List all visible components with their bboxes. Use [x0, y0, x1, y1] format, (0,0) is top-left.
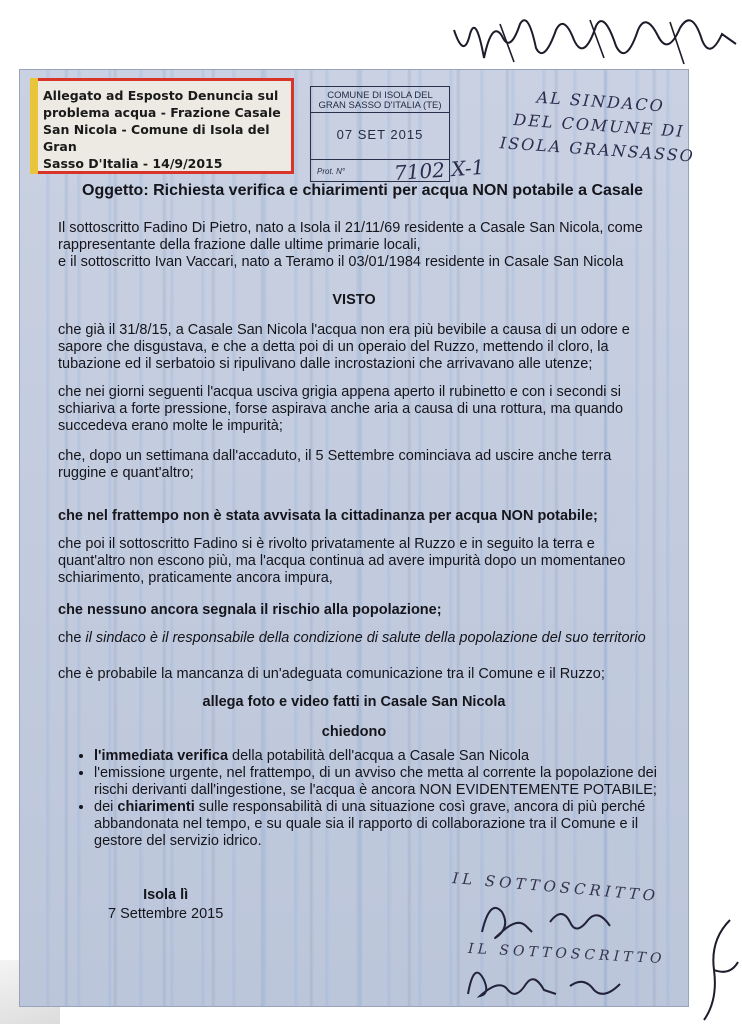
address-line: DEL COMUNE DI	[512, 110, 686, 141]
stamp-date: 07 SET 2015	[336, 127, 424, 142]
point-line: schiariva a forte pressione, forse aspirava anche aria a causa di una rottura, ma quando	[58, 401, 624, 417]
request-bold: chiarimenti	[117, 799, 195, 815]
point-3	[58, 448, 658, 482]
handwritten-address	[492, 83, 707, 169]
intro-line: Il sottoscritto Fadino Di Pietro, nato a Isola il 21/11/69 residente a Casale San Nicola, come	[58, 220, 643, 236]
point-5	[58, 536, 658, 587]
signature-label: IL SOTTOSCRITTO	[451, 868, 660, 906]
letter-date: 7 Settembre 2015	[108, 906, 224, 922]
point-line: che poi il sottoscritto Fadino si è rivolto privatamente al Ruzzo e in seguito la terra e	[58, 536, 595, 552]
protocol-number-handwritten: 7102 X-1	[393, 154, 485, 186]
point-7-text: il sindaco è il responsabile della condizione di salute della popolazione del suo territorio	[85, 630, 646, 646]
attachment-note-line: San Nicola - Comune di Isola del Gran	[43, 122, 270, 154]
attachment-note-line: Allegato ad Esposto Denuncia sul	[43, 88, 279, 103]
point-8: che è probabile la mancanza di un'adeguata comunicazione tra il Comune e il Ruzzo;	[58, 666, 605, 682]
request-item: • l'emissione urgente, nel frattempo, di un avviso che metta al corrente la popolazione dei rischi derivanti dall'ingestione, se l'acqua è ancora NON EVIDENTEMENTE POTABILE;	[94, 765, 684, 799]
attachment-note-line: Sasso D'Italia - 14/9/2015	[43, 156, 223, 171]
request-text: dei	[94, 799, 118, 815]
point-7-prefix: che	[58, 630, 86, 646]
point-line: che nei giorni seguenti l'acqua usciva grigia appena aperto il rubinetto e con i secondi si	[58, 384, 621, 400]
point-line: che, dopo un settimana dall'accaduto, il 5 Settembre cominciava ad uscire anche terra	[58, 448, 612, 464]
chiedono-heading: chiedono	[321, 724, 387, 740]
point-line: che già il 31/8/15, a Casale San Nicola l'acqua non era più bevibile a causa di un odore e	[58, 322, 630, 338]
signature-2	[460, 950, 640, 1002]
point-line: quant'altro non escono più, ma l'acqua continua ad avere impurità dopo un momentaneo	[58, 553, 626, 569]
request-item	[94, 748, 684, 765]
request-item	[94, 799, 684, 850]
intro-paragraph	[58, 220, 658, 271]
place-date-block	[108, 886, 223, 924]
stamp-header-line: COMUNE DI ISOLA DEL	[327, 90, 433, 101]
visto-heading: VISTO	[332, 292, 376, 308]
point-2	[58, 384, 658, 435]
attachment-note-box	[30, 78, 294, 174]
letter-page	[20, 70, 696, 1006]
address-line: ISOLA GRANSASSO	[499, 133, 696, 166]
stamp-prot-label: Prot. N°	[311, 159, 449, 181]
attachment-note-line: problema acqua - Frazione Casale	[43, 105, 281, 120]
requests-list	[70, 748, 684, 850]
signature-1	[472, 892, 632, 948]
point-4: che nel frattempo non è stata avvisata la cittadinanza per acqua NON potabile;	[58, 508, 598, 524]
point-6: che nessuno ancora segnala il rischio alla popolazione;	[58, 602, 442, 618]
point-7	[58, 630, 658, 647]
request-text: della potabilità dell'acqua a Casale San Nicola	[228, 748, 530, 764]
request-bold: l'immediata verifica	[94, 748, 229, 764]
handwritten-scribble-corner	[690, 900, 742, 1024]
stamp-header	[311, 87, 449, 113]
intro-line: e il sottoscritto Ivan Vaccari, nato a Teramo il 03/01/1984 residente in Casale San Nicola	[58, 254, 624, 270]
signature-label: IL SOTTOSCRITTO	[467, 940, 666, 968]
address-line: AL SINDACO	[536, 87, 666, 116]
request-text: sulle responsabilità di una situazione così grave, ancora di più perché abbandonata nel tempo, e su quale sia il rapporto di collaborazione tra il Comune e il gestore del servizio idrico.	[94, 799, 646, 849]
allega-line: allega foto e video fatti in Casale San Nicola	[202, 694, 506, 710]
place-label: Isola lì	[143, 887, 189, 903]
stamp-header-line: GRAN SASSO D'ITALIA (TE)	[318, 100, 442, 111]
point-line: succedeva erano molte le impurità;	[58, 418, 283, 434]
handwritten-scribble-top	[440, 0, 742, 80]
intro-line: rappresentante della frazione dalle ultime primarie locali,	[58, 237, 421, 253]
point-line: tubazione ed il serbatoio si ripulivano dalle incrostazioni che arrivavano alle utenze;	[58, 356, 593, 372]
point-1	[58, 322, 658, 373]
point-line: schiarimento, praticamente ancora impura,	[58, 570, 333, 586]
point-line: ruggine e quant'altro;	[58, 465, 194, 481]
point-line: sapore che disgustava, e che a detta poi di un operaio del Ruzzo, mettendo il cloro, la	[58, 339, 609, 355]
subject-line: Oggetto: Richiesta verifica e chiarimenti per acqua NON potabile a Casale	[82, 182, 644, 199]
